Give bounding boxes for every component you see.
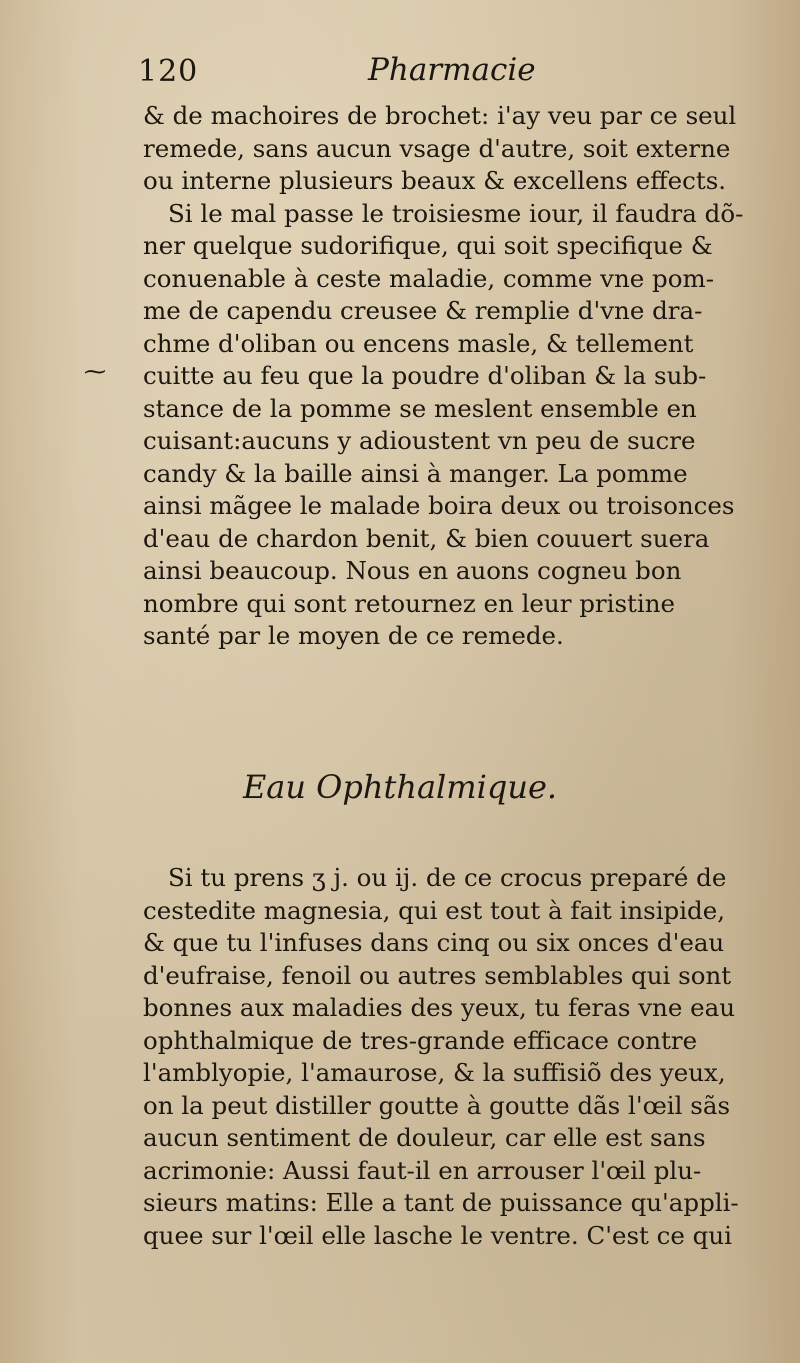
text-line: ophthalmique de tres-grande efficace contre (143, 1025, 698, 1055)
page-number: 120 (138, 54, 199, 89)
text-line: remede, sans aucun vsage d'autre, soit externe (143, 133, 731, 163)
text-block-remede (143, 100, 745, 653)
text-line: aucun sentiment de douleur, car elle est sans (143, 1123, 706, 1152)
page-header (128, 48, 768, 96)
text-line: bonnes aux maladies des yeux, tu feras vne eau (143, 993, 736, 1022)
text-line: ou interne plusieurs beaux & excellens effects. (143, 166, 727, 195)
text-line: d'eau de chardon benit, & bien couuert suera (143, 523, 710, 553)
text-line: cuisant:aucuns y adioustent vn peu de sucre (143, 426, 696, 455)
text-line: candy & la baille ainsi à manger. La pomme (143, 458, 688, 488)
text-line: acrimonie: Aussi faut-il en arrouser l'œil plu- (143, 1155, 702, 1185)
text-line: d'eufraise, fenoil ou autres semblables qui sont (143, 960, 732, 990)
text-line: santé par le moyen de ce remede. (143, 621, 564, 650)
section-heading: Eau Ophthalmique. (242, 768, 558, 806)
text-line: l'amblyopie, l'amaurose, & la suffisiõ des yeux, (143, 1058, 726, 1087)
text-line: quee sur l'œil elle lasche le ventre. C'est ce qui (143, 1220, 732, 1250)
text-line: chme d'oliban ou encens masle, & tellement (143, 328, 694, 358)
text-line: stance de la pomme se meslent ensemble en (143, 393, 697, 423)
text-line: Si le mal passe le troisiesme iour, il faudra dõ- (168, 198, 744, 228)
text-line: ainsi beaucoup. Nous en auons cogneu bon (143, 556, 682, 585)
text-line: & que tu l'infuses dans cinq ou six onces d'eau (143, 928, 725, 957)
text-line: ner quelque sudorifique, qui soit specifique & (143, 231, 713, 260)
margin-mark: ⁓ (84, 360, 106, 385)
text-line: & de machoires de brochet: i'ay veu par ce seul (143, 101, 737, 130)
text-line: me de capendu creusee & remplie d'vne dra- (143, 296, 703, 325)
text-line: on la peut distiller goutte à goutte dãs l'œil sãs (143, 1090, 731, 1120)
text-line: ainsi mãgee le malade boira deux ou troisonces (143, 491, 735, 520)
text-line: sieurs matins: Elle a tant de puissance qu'appli- (143, 1188, 739, 1217)
text-line: nombre qui sont retournez en leur pristine (143, 588, 675, 618)
text-line: cestedite magnesia, qui est tout à fait insipide, (143, 895, 726, 925)
running-head: Pharmacie (368, 52, 536, 88)
text-line: cuitte au feu que la poudre d'oliban & la sub- (143, 361, 707, 390)
text-line: Si tu prens ʒ j. ou ij. de ce crocus preparé de (168, 863, 727, 892)
text-line: conuenable à ceste maladie, comme vne pom- (143, 263, 714, 293)
text-block-eau-ophthalmique (143, 862, 745, 1252)
